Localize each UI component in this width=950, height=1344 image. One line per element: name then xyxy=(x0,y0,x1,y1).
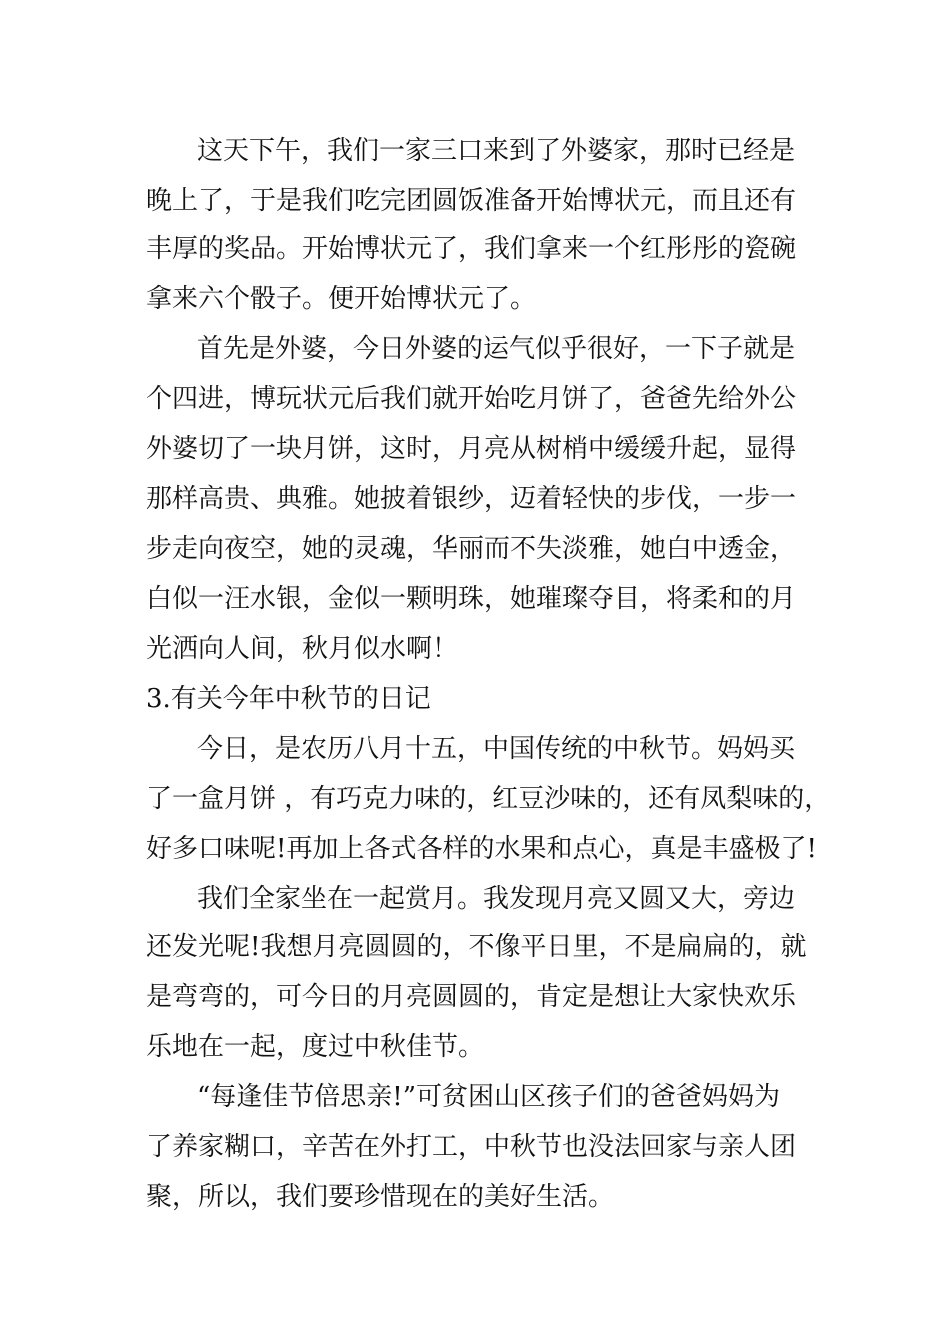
text-line: 是弯弯的，可今日的月亮圆圆的，肯定是想让大家快欢乐 xyxy=(146,982,797,1012)
text-line: 还发光呢!我想月亮圆圆的，不像平日里，不是扁扁的，就 xyxy=(146,932,807,962)
text-line: 那样高贵、典雅。她披着银纱，迈着轻快的步伐，一步一 xyxy=(146,484,797,514)
text-line: 我们全家坐在一起赏月。我发现月亮又圆又大，旁边 xyxy=(197,884,796,914)
text-line: 外婆切了一块月饼，这时，月亮从树梢中缓缓升起，显得 xyxy=(146,434,797,464)
text-line: 了一盒月饼 ，有巧克力味的，红豆沙味的，还有凤梨味的， xyxy=(146,784,831,814)
text-line: 好多口味呢!再加上各式各样的水果和点心，真是丰盛极了! xyxy=(146,834,817,864)
text-line: 首先是外婆，今日外婆的运气似乎很好，一下子就是 xyxy=(197,334,796,364)
text-line: 这天下午，我们一家三口来到了外婆家，那时已经是 xyxy=(197,136,796,166)
text-line: 拿来六个骰子。便开始博状元了。 xyxy=(146,284,537,314)
text-line: 晚上了，于是我们吃完团圆饭准备开始博状元，而且还有 xyxy=(146,186,797,216)
text-line: 丰厚的奖品。开始博状元了，我们拿来一个红彤彤的瓷碗 xyxy=(146,234,797,264)
text-line: 光洒向人间，秋月似水啊！ xyxy=(146,634,459,664)
text-line: 步走向夜空，她的灵魂，华丽而不失淡雅，她白中透金， xyxy=(146,534,797,564)
text-line: “每逢佳节倍思亲!”可贫困山区孩子们的爸爸妈妈为 xyxy=(197,1082,781,1112)
text-line: 今日，是农历八月十五，中国传统的中秋节。妈妈买 xyxy=(197,734,796,764)
text-line: 聚，所以，我们要珍惜现在的美好生活。 xyxy=(146,1182,615,1212)
text-line: 个四进，博玩状元后我们就开始吃月饼了，爸爸先给外公 xyxy=(146,384,797,414)
text-line: 白似一汪水银，金似一颗明珠，她璀璨夺目，将柔和的月 xyxy=(146,584,797,614)
text-line: 乐地在一起，度过中秋佳节。 xyxy=(146,1032,485,1062)
section-heading: 3.有关今年中秋节的日记 xyxy=(146,684,431,714)
text-line: 了养家糊口，辛苦在外打工，中秋节也没法回家与亲人团 xyxy=(146,1132,797,1162)
